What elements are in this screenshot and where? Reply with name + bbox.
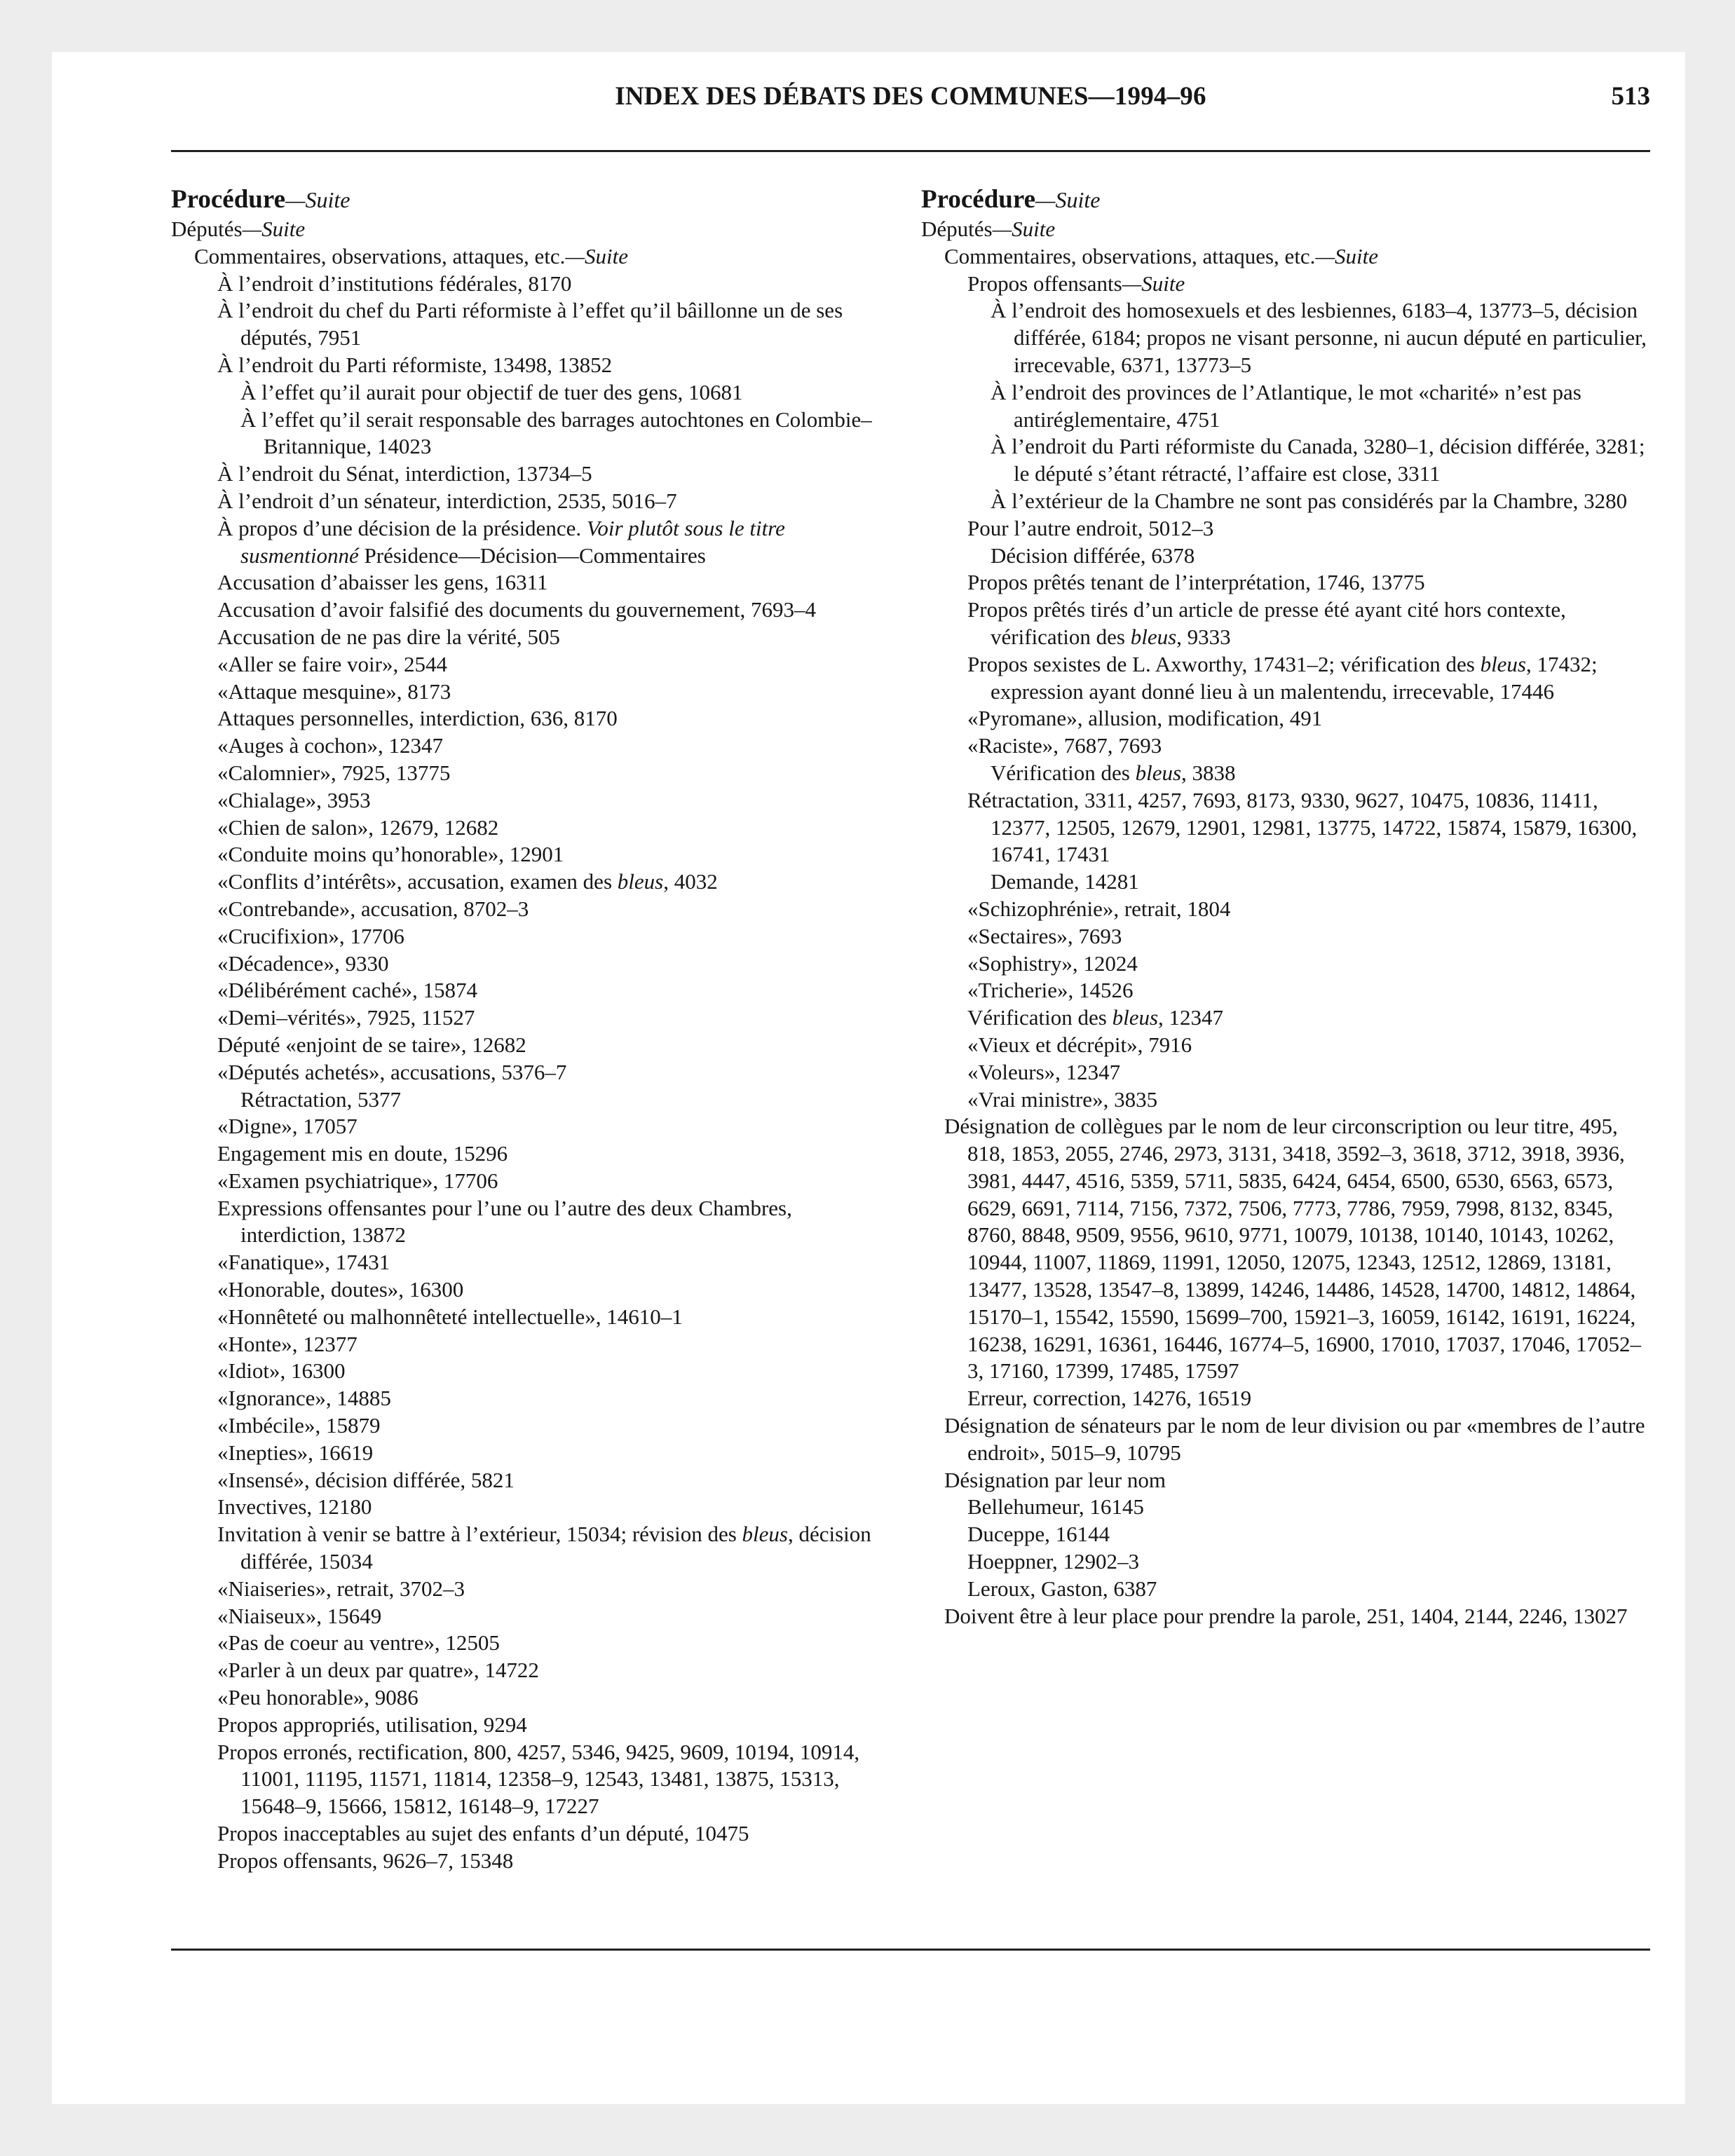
index-entry: À l’endroit du Parti réformiste du Canada, 3280–1, décision différée, 3281; le député s’étant rétracté, l’affaire est close, 3311 (991, 434, 1645, 486)
index-entry: «Sectaires», 7693 (967, 923, 1122, 948)
index-entry: «Pyromane», allusion, modification, 491 (967, 706, 1323, 731)
index-entry: Propos appropriés, utilisation, 9294 (217, 1712, 527, 1737)
index-entry: «Digne», 17057 (217, 1114, 358, 1139)
index-entry: Accusation d’abaisser les gens, 16311 (217, 570, 548, 595)
index-entry: À l’endroit du Sénat, interdiction, 13734–5 (217, 461, 592, 486)
left-column (171, 185, 876, 1875)
index-entry: Leroux, Gaston, 6387 (967, 1576, 1157, 1601)
index-entry: Attaques personnelles, interdiction, 636, 8170 (217, 706, 618, 731)
index-entry: Expressions offensantes pour l’une ou l’autre des deux Chambres, interdiction, 13872 (217, 1195, 792, 1248)
index-entry: Accusation de ne pas dire la vérité, 505 (217, 624, 560, 649)
index-entry: Propos prêtés tirés d’un article de presse été ayant cité hors contexte, vérification des bleus, 9333 (967, 597, 1566, 649)
index-entry: «Voleurs», 12347 (967, 1059, 1121, 1084)
index-entry: Pour l’autre endroit, 5012–3 (967, 515, 1214, 540)
index-entry: «Conflits d’intérêts», accusation, examen des bleus, 4032 (217, 869, 718, 894)
index-entry: «Députés achetés», accusations, 5376–7 (217, 1059, 567, 1084)
index-entry: «Imbécile», 15879 (217, 1413, 381, 1438)
index-entry: «Insensé», décision différée, 5821 (217, 1467, 515, 1492)
index-entry: Députés—Suite (921, 217, 1056, 241)
index-entry: À l’endroit du Parti réformiste, 13498, 13852 (217, 352, 613, 377)
index-entry: Invectives, 12180 (217, 1494, 372, 1520)
index-entry: Invitation à venir se battre à l’extérieur, 15034; révision des bleus, décision différée, 15034 (217, 1522, 871, 1574)
index-entry: «Honorable, doutes», 16300 (217, 1277, 464, 1302)
index-entry: Doivent être à leur place pour prendre la parole, 251, 1404, 2144, 2246, 13027 (944, 1603, 1628, 1628)
index-entry: Propos erronés, rectification, 800, 4257, 5346, 9425, 9609, 10194, 10914, 11001, 11195, 11571, 11814, 12358–9, 12543, 13481, 13875, 15313, 15648–9, 15666, 15812, 16148–9, 17227 (217, 1739, 860, 1819)
index-entry: Commentaires, observations, attaques, etc.—Suite (194, 243, 628, 268)
index-entry: Engagement mis en doute, 15296 (217, 1141, 508, 1166)
index-entry: Hoeppner, 12902–3 (967, 1549, 1139, 1574)
index-entry: «Honnêteté ou malhonnêteté intellectuelle», 14610–1 (217, 1304, 683, 1329)
index-entry: Accusation d’avoir falsifié des documents du gouvernement, 7693–4 (217, 597, 816, 622)
right-entries (921, 216, 1650, 1630)
running-title: INDEX DES DÉBATS DES COMMUNES—1994–96 (615, 82, 1206, 111)
index-entry: «Délibérément caché», 15874 (217, 978, 477, 1003)
index-entry: Propos sexistes de L. Axworthy, 17431–2; vérification des bleus, 17432; expression ayant donné lieu à un malentendu, irrecevable, 17446 (967, 651, 1598, 704)
page-header (171, 66, 1650, 111)
index-entry: Propos offensants—Suite (967, 271, 1185, 296)
page-number: 513 (1611, 82, 1650, 111)
index-entry: «Parler à un deux par quatre», 14722 (217, 1658, 539, 1683)
index-entry: À l’endroit d’institutions fédérales, 8170 (217, 271, 572, 296)
index-entry: À l’endroit du chef du Parti réformiste à l’effet qu’il bâillonne un de ses députés, 7951 (217, 298, 843, 350)
index-entry: Désignation de sénateurs par le nom de leur division ou par «membres de l’autre endroit», 5015–9, 10795 (944, 1413, 1645, 1465)
index-entry: Rétractation, 3311, 4257, 7693, 8173, 9330, 9627, 10475, 10836, 11411, 12377, 12505, 12679, 12901, 12981, 13775, 14722, 15874, 15879, 16300, 16741, 17431 (967, 787, 1638, 867)
index-entry: «Tricherie», 14526 (967, 978, 1134, 1003)
index-entry: «Demi–vérités», 7925, 11527 (217, 1005, 475, 1030)
index-entry: «Vieux et décrépit», 7916 (967, 1032, 1192, 1057)
index-entry: Députés—Suite (171, 217, 306, 241)
index-entry: «Raciste», 7687, 7693 (967, 733, 1162, 758)
index-entry: «Niaiseries», retrait, 3702–3 (217, 1576, 465, 1601)
left-entries (171, 216, 876, 1875)
index-entry: «Aller se faire voir», 2544 (217, 651, 447, 676)
index-entry: «Calomnier», 7925, 13775 (217, 760, 451, 785)
index-entry: «Schizophrénie», retrait, 1804 (967, 896, 1231, 921)
index-entry: «Examen psychiatrique», 17706 (217, 1168, 498, 1193)
index-entry: À l’endroit des provinces de l’Atlantique, le mot «charité» n’est pas antiréglementaire, 4751 (991, 379, 1581, 432)
index-entry: Désignation de collègues par le nom de leur circonscription ou leur titre, 495, 818, 1853, 2055, 2746, 2973, 3131, 3418, 3592–3, 3618, 3712, 3918, 3936, 3981, 4447, 4516, 5359, 5711, 5835, 6424, 6454, 6500, 6530, 6563, 6573, 6629, 6691, 7114, 7156, 7372, 7506, 7773, 7786, 7959, 7998, 8132, 8345, 8760, 8848, 9509, 9556, 9610, 9771, 10079, 10138, 10140, 10143, 10262, 10944, 11007, 11869, 11991, 12050, 12075, 12343, 12512, 12869, 13181, 13477, 13528, 13547–8, 13899, 14246, 14486, 14528, 14700, 14812, 14864, 15170–1, 15542, 15590, 15699–700, 15921–3, 16059, 16142, 16191, 16224, 16238, 16291, 16361, 16446, 16774–5, 16900, 17010, 17037, 17046, 17052–3, 17160, 17399, 17485, 17597 (944, 1114, 1641, 1384)
index-entry: «Chialage», 3953 (217, 787, 371, 812)
right-column-heading: Procédure—Suite (921, 185, 1101, 214)
index-entry: À l’effet qu’il aurait pour objectif de tuer des gens, 10681 (240, 379, 743, 404)
index-entry: «Inepties», 16619 (217, 1440, 374, 1465)
index-entry: «Fanatique», 17431 (217, 1250, 390, 1275)
left-column-heading: Procédure—Suite (171, 185, 351, 214)
index-entry: «Auges à cochon», 12347 (217, 733, 443, 758)
index-entry: «Attaque mesquine», 8173 (217, 678, 451, 704)
index-entry: «Vrai ministre», 3835 (967, 1086, 1158, 1112)
index-entry: Demande, 14281 (991, 869, 1139, 894)
header-rule (171, 150, 1650, 152)
index-entry: Propos inacceptables au sujet des enfants d’un député, 10475 (217, 1821, 749, 1846)
index-entry: À l’effet qu’il serait responsable des barrages autochtones en Colombie–Britannique, 14023 (240, 407, 872, 459)
index-entry: «Peu honorable», 9086 (217, 1685, 419, 1710)
index-entry: «Niaiseux», 15649 (217, 1603, 382, 1628)
right-column (921, 185, 1650, 1630)
index-entry: À propos d’une décision de la présidence. Voir plutôt sous le titre susmentionné Présidence—Décision—Commentaires (217, 515, 785, 568)
index-page (52, 52, 1685, 2104)
index-entry: «Ignorance», 14885 (217, 1386, 391, 1411)
index-entry: «Conduite moins qu’honorable», 12901 (217, 842, 564, 867)
index-entry: Erreur, correction, 14276, 16519 (967, 1386, 1252, 1411)
index-entry: «Crucifixion», 17706 (217, 923, 404, 948)
index-entry: «Idiot», 16300 (217, 1358, 346, 1384)
index-entry: Désignation par leur nom (944, 1467, 1166, 1492)
index-entry: Bellehumeur, 16145 (967, 1494, 1144, 1520)
index-entry: Propos offensants, 9626–7, 15348 (217, 1848, 514, 1873)
index-entry: Rétractation, 5377 (240, 1086, 401, 1112)
index-entry: Vérification des bleus, 12347 (967, 1005, 1224, 1030)
index-entry: À l’endroit des homosexuels et des lesbiennes, 6183–4, 13773–5, décision différée, 6184; propos ne visant personne, ni aucun député en particulier, irrecevable, 6371, 13773–5 (991, 298, 1647, 377)
index-entry: Vérification des bleus, 3838 (991, 760, 1236, 785)
index-entry: Duceppe, 16144 (967, 1522, 1110, 1547)
index-entry: Commentaires, observations, attaques, etc.—Suite (944, 243, 1378, 268)
footer-rule (171, 1949, 1650, 1951)
index-entry: «Chien de salon», 12679, 12682 (217, 814, 499, 840)
index-entry: «Sophistry», 12024 (967, 950, 1138, 976)
index-entry: À l’extérieur de la Chambre ne sont pas considérés par la Chambre, 3280 (991, 488, 1628, 513)
index-entry: Député «enjoint de se taire», 12682 (217, 1032, 526, 1057)
index-entry: Propos prêtés tenant de l’interprétation, 1746, 13775 (967, 570, 1425, 595)
index-entry: «Honte», 12377 (217, 1331, 358, 1356)
index-entry: «Pas de coeur au ventre», 12505 (217, 1630, 500, 1656)
index-entry: «Contrebande», accusation, 8702–3 (217, 896, 529, 921)
index-entry: À l’endroit d’un sénateur, interdiction, 2535, 5016–7 (217, 488, 677, 513)
index-entry: Décision différée, 6378 (991, 543, 1195, 568)
index-entry: «Décadence», 9330 (217, 950, 389, 976)
